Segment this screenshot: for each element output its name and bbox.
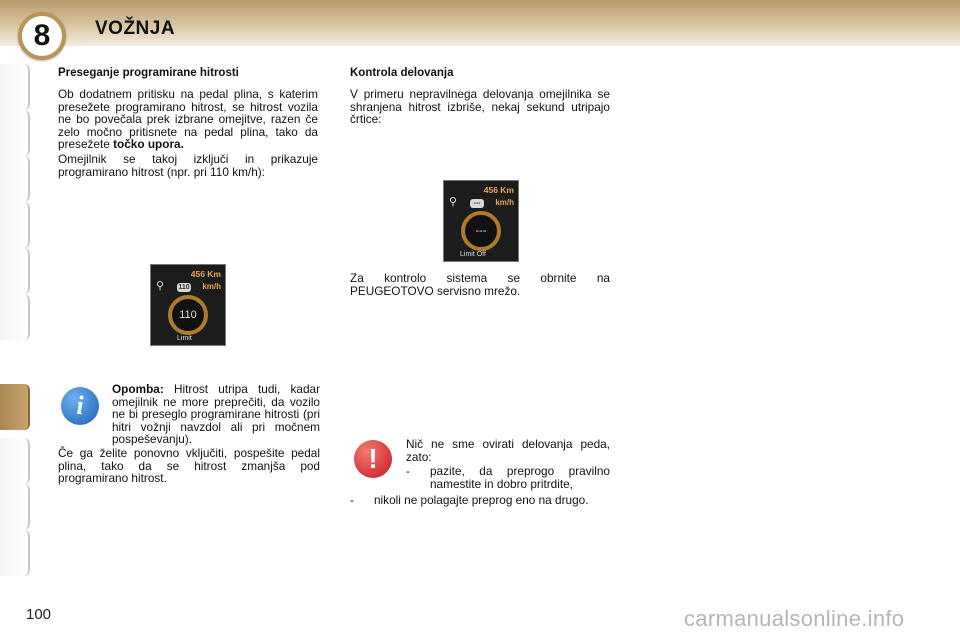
side-tabs (0, 64, 34, 574)
chapter-number: 8 (33, 19, 51, 52)
side-tab-5[interactable] (0, 248, 30, 294)
ring-value: --- (475, 225, 487, 237)
right-paragraph-2: Za kontrolo sistema se obrnite na PEUGEOTOVO servisno mrežo. (350, 271, 610, 298)
display-label: Limit (177, 335, 192, 342)
speed-ring (168, 295, 208, 335)
side-tab-6[interactable] (0, 294, 30, 340)
left-para1-text: Ob dodatnem pritisku na pedal plina, s katerim presežete programirano hitrost, se hitrost vozila ne bo povečala prek izbrane omejitve, razen če zelo močno pritisnete na pedal plina, tako da presežete (58, 87, 318, 152)
speed-ring (461, 211, 501, 251)
note-text-1: Hitrost utripa tudi, kadar omejilnik ne more preprečiti, da vozilo ne bi preseglo programirane hitrosti (pri hitri vožnji navzdol ali pri močnem pospeševanju). (112, 382, 321, 447)
side-tab-active[interactable] (0, 384, 30, 430)
side-tab-8[interactable] (0, 438, 30, 484)
right-paragraph-1: V primeru nepravilnega delovanja omejilnika se shranjena hitrost izbriše, nekaj sekund utripajo črtice: (350, 87, 610, 127)
watermark: carmanualsonline.info (684, 606, 905, 631)
side-tab-9[interactable] (0, 484, 30, 530)
set-speed-box: --- (470, 199, 484, 208)
left-paragraph-1 (58, 88, 318, 151)
page-number: 100 (26, 606, 52, 623)
limiter-icon: ⚲ (156, 280, 165, 292)
exclamation-icon: ! (354, 440, 392, 478)
note-first-lines (112, 383, 320, 446)
note-text-2: Če ga želite ponovno vključiti, pospešite pedal plina, tako da se hitrost zmanjša pod programirano hitrost. (58, 445, 320, 486)
side-tab-4[interactable] (0, 202, 30, 248)
warning-bullet-1: - pazite, da preprogo pravilno namestite in dobro pritrdite, (406, 464, 610, 491)
display-label: Limit Off (460, 251, 486, 258)
odometer-value: 456 Km (483, 185, 514, 195)
left-paragraph-2: Omejilnik se takoj izključi in prikazuje programirano hitrost (npr. pri 110 km/h): (58, 151, 318, 179)
info-icon: i (61, 387, 99, 425)
ring-value: 110 (179, 309, 197, 321)
side-tab-1[interactable] (0, 64, 30, 110)
speed-unit: km/h (495, 198, 514, 207)
left-para1-bold: točko upora. (113, 137, 184, 152)
side-tab-3[interactable] (0, 156, 30, 202)
side-tab-10[interactable] (0, 530, 30, 576)
limit-off-display (443, 180, 519, 262)
warning-bullet-2-text: nikoli ne polagajte preprog eno na drugo. (374, 493, 589, 508)
speed-limit-display (150, 264, 226, 346)
odometer-value: 456 Km (190, 269, 221, 279)
speed-unit: km/h (202, 282, 221, 291)
note-label: Opomba: (112, 382, 164, 396)
left-column (58, 67, 318, 180)
warning-bullet-1-text: pazite, da preprogo pravilno namestite in dobro pritrdite, (430, 464, 610, 491)
limiter-icon: ⚲ (449, 196, 458, 208)
note-block (58, 383, 320, 485)
warning-intro: Nič ne sme ovirati delovanja peda, zato: (406, 437, 610, 464)
chapter-title: VOŽNJA (95, 18, 176, 39)
warning-block (350, 438, 610, 507)
warning-bullet-2: - nikoli ne polagajte preprog eno na drugo. (350, 494, 610, 507)
right-section-title: Kontrola delovanja (350, 67, 454, 79)
side-tab-2[interactable] (0, 110, 30, 156)
chapter-number-badge (18, 12, 66, 60)
right-column (350, 67, 610, 128)
left-section-title: Preseganje programirane hitrosti (58, 67, 239, 79)
set-speed-box: 110 (178, 284, 190, 291)
